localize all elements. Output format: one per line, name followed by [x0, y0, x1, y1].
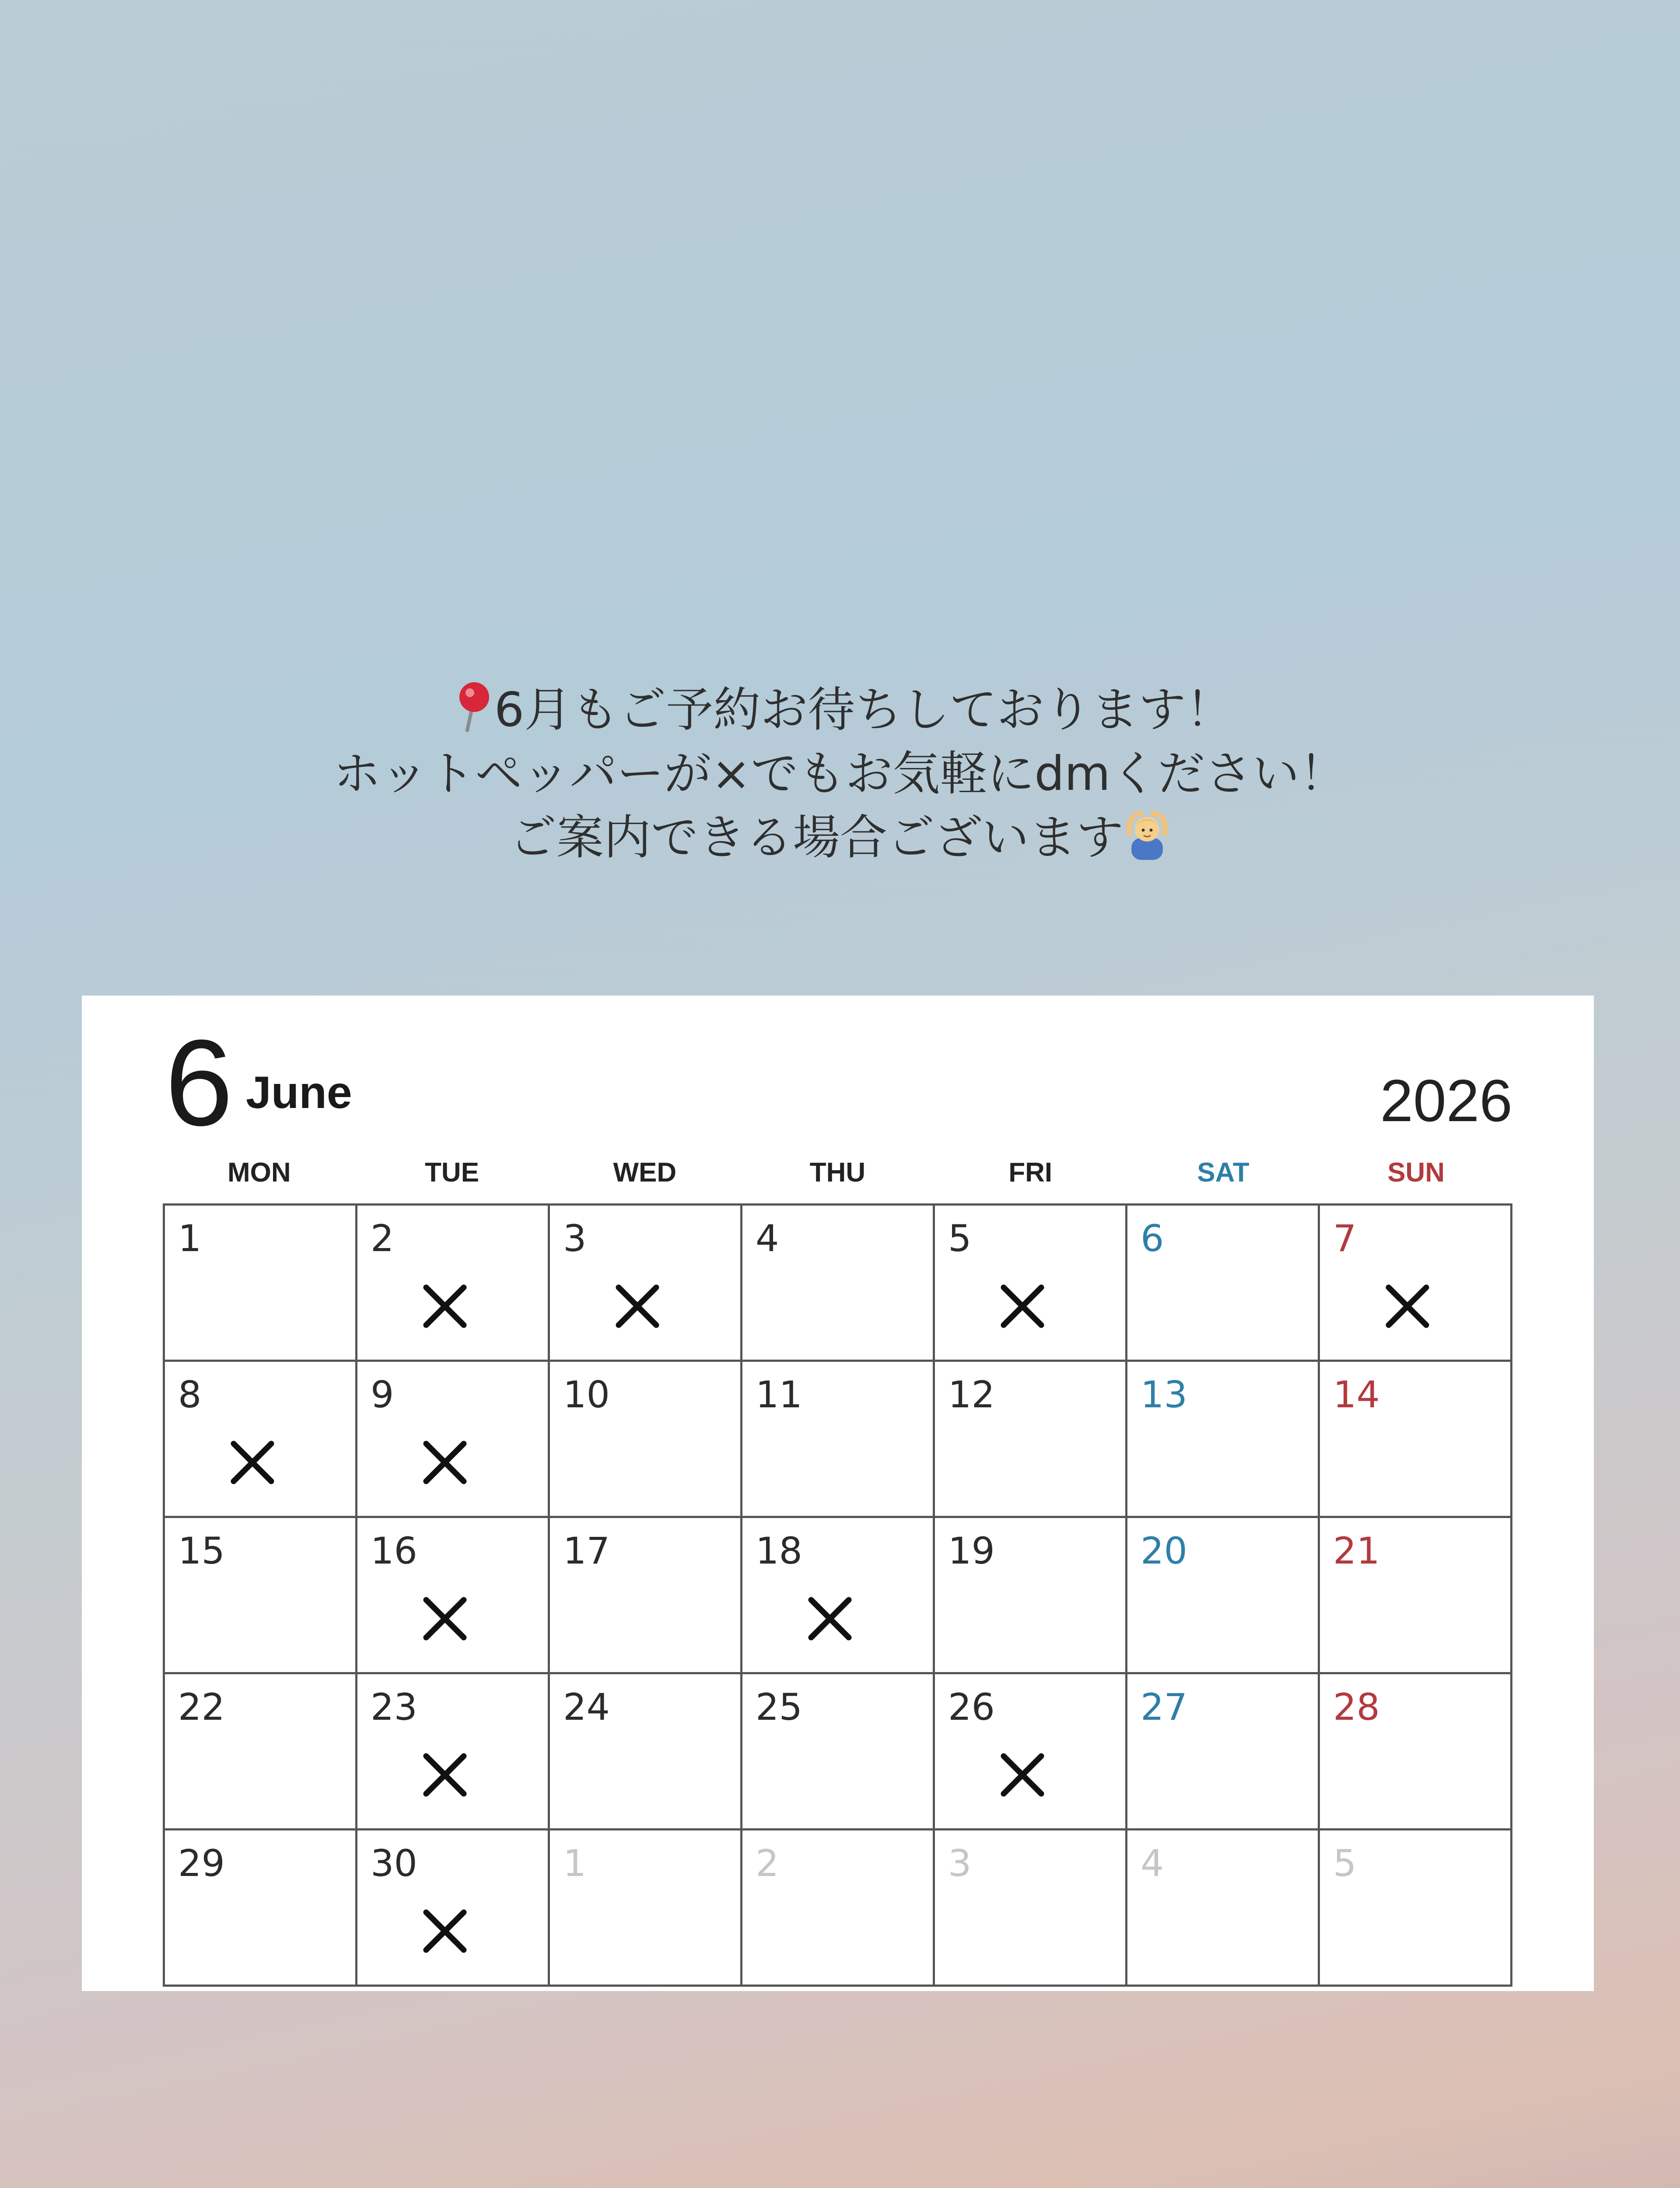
caption-line-1-text: 6月もご予約お待ちしております！: [494, 683, 1233, 737]
day-number: 3: [948, 1842, 972, 1885]
calendar-day-cell: [935, 1674, 1127, 1830]
calendar-day-cell: [742, 1362, 935, 1518]
day-number: 28: [1333, 1686, 1380, 1729]
unavailable-x-mark-icon: [1379, 1278, 1436, 1335]
day-number: 15: [178, 1529, 225, 1572]
day-number: 21: [1333, 1529, 1380, 1572]
day-number: 5: [948, 1217, 972, 1260]
calendar-day-cell: [1320, 1518, 1512, 1674]
calendar-day-cell: [1127, 1674, 1320, 1830]
calendar-day-cell: [1320, 1206, 1512, 1362]
calendar-day-cell: [550, 1206, 742, 1362]
calendar-day-cell: [165, 1518, 357, 1674]
calendar-day-cell: [1127, 1206, 1320, 1362]
weekday-fri: FRI: [1008, 1157, 1053, 1188]
day-number: 30: [371, 1842, 417, 1885]
day-number: 17: [563, 1529, 610, 1572]
calendar-grid: [163, 1203, 1512, 1987]
day-number: 7: [1333, 1217, 1357, 1260]
day-number: 3: [563, 1217, 587, 1260]
day-number: 16: [371, 1529, 417, 1572]
calendar-day-cell: [1127, 1518, 1320, 1674]
unavailable-x-mark-icon: [416, 1590, 473, 1647]
calendar-day-cell: [935, 1518, 1127, 1674]
day-number: 4: [756, 1217, 779, 1260]
calendar-day-cell: [165, 1206, 357, 1362]
day-number: 6: [1141, 1217, 1164, 1260]
unavailable-x-mark-icon: [416, 1278, 473, 1335]
day-number: 26: [948, 1686, 995, 1729]
day-number: 2: [756, 1842, 779, 1885]
day-number: 22: [178, 1686, 225, 1729]
calendar-day-cell: [742, 1206, 935, 1362]
day-number: 18: [756, 1529, 802, 1572]
calendar-day-cell: [550, 1518, 742, 1674]
day-number: 27: [1141, 1686, 1187, 1729]
day-number: 20: [1141, 1529, 1187, 1572]
day-number: 29: [178, 1842, 225, 1885]
day-number: 2: [371, 1217, 394, 1260]
unavailable-x-mark-icon: [802, 1590, 858, 1647]
calendar-day-cell: [550, 1674, 742, 1830]
day-number: 24: [563, 1686, 610, 1729]
day-number: 11: [756, 1373, 802, 1416]
day-number: 1: [563, 1842, 587, 1885]
weekday-tue: TUE: [425, 1157, 480, 1188]
calendar-day-cell: [357, 1518, 550, 1674]
calendar-day-cell: [742, 1518, 935, 1674]
calendar-day-cell: [742, 1674, 935, 1830]
calendar-day-cell-next-month: [935, 1830, 1127, 1987]
calendar-day-cell: [165, 1830, 357, 1987]
day-number: 23: [371, 1686, 417, 1729]
day-number: 1: [178, 1217, 202, 1260]
calendar-day-cell: [357, 1206, 550, 1362]
weekday-sat: SAT: [1197, 1157, 1250, 1188]
calendar-day-cell: [357, 1830, 550, 1987]
day-number: 8: [178, 1373, 202, 1416]
calendar-day-cell-next-month: [550, 1830, 742, 1987]
day-number: 19: [948, 1529, 995, 1572]
calendar-day-cell: [1127, 1362, 1320, 1518]
unavailable-x-mark-icon: [416, 1746, 473, 1803]
calendar-day-cell: [357, 1362, 550, 1518]
calendar-card: [82, 996, 1594, 1991]
weekday-header: [163, 1155, 1512, 1190]
weekday-sun: SUN: [1387, 1157, 1445, 1188]
calendar-day-cell: [1320, 1362, 1512, 1518]
day-number: 4: [1141, 1842, 1164, 1885]
calendar-day-cell: [935, 1362, 1127, 1518]
weekday-thu: THU: [809, 1157, 866, 1188]
calendar-day-cell: [550, 1362, 742, 1518]
day-number: 9: [371, 1373, 394, 1416]
day-number: 13: [1141, 1373, 1187, 1416]
calendar-day-cell-next-month: [1320, 1830, 1512, 1987]
person-gesturing-ok-icon: [1124, 807, 1171, 860]
day-number: 14: [1333, 1373, 1380, 1416]
calendar-day-cell: [165, 1674, 357, 1830]
day-number: 12: [948, 1373, 995, 1416]
unavailable-x-mark-icon: [994, 1746, 1051, 1803]
month-name: June: [246, 1067, 352, 1118]
story-caption-top: [0, 678, 1680, 870]
unavailable-x-mark-icon: [416, 1434, 473, 1491]
unavailable-x-mark-icon: [224, 1434, 281, 1491]
calendar-day-cell: [357, 1674, 550, 1830]
caption-line-1: [0, 678, 1680, 742]
day-number: 5: [1333, 1842, 1357, 1885]
calendar-day-cell-next-month: [1127, 1830, 1320, 1987]
round-pushpin-icon: [447, 680, 494, 732]
day-number: 25: [756, 1686, 802, 1729]
day-number: 10: [563, 1373, 610, 1416]
month-number: 6: [165, 1015, 233, 1151]
unavailable-x-mark-icon: [416, 1903, 473, 1960]
weekday-wed: WED: [613, 1157, 677, 1188]
weekday-mon: MON: [228, 1157, 291, 1188]
calendar-day-cell: [935, 1206, 1127, 1362]
calendar-day-cell-next-month: [742, 1830, 935, 1987]
caption-line-3-text: ご案内できる場合ございます: [509, 810, 1124, 865]
unavailable-x-mark-icon: [994, 1278, 1051, 1335]
caption-line-3: [0, 806, 1680, 870]
unavailable-x-mark-icon: [609, 1278, 666, 1335]
calendar-year: 2026: [1380, 1067, 1512, 1134]
calendar-day-cell: [165, 1362, 357, 1518]
caption-line-2: ホットペッパーが×でもお気軽にdmください！: [333, 747, 1347, 801]
calendar-day-cell: [1320, 1674, 1512, 1830]
